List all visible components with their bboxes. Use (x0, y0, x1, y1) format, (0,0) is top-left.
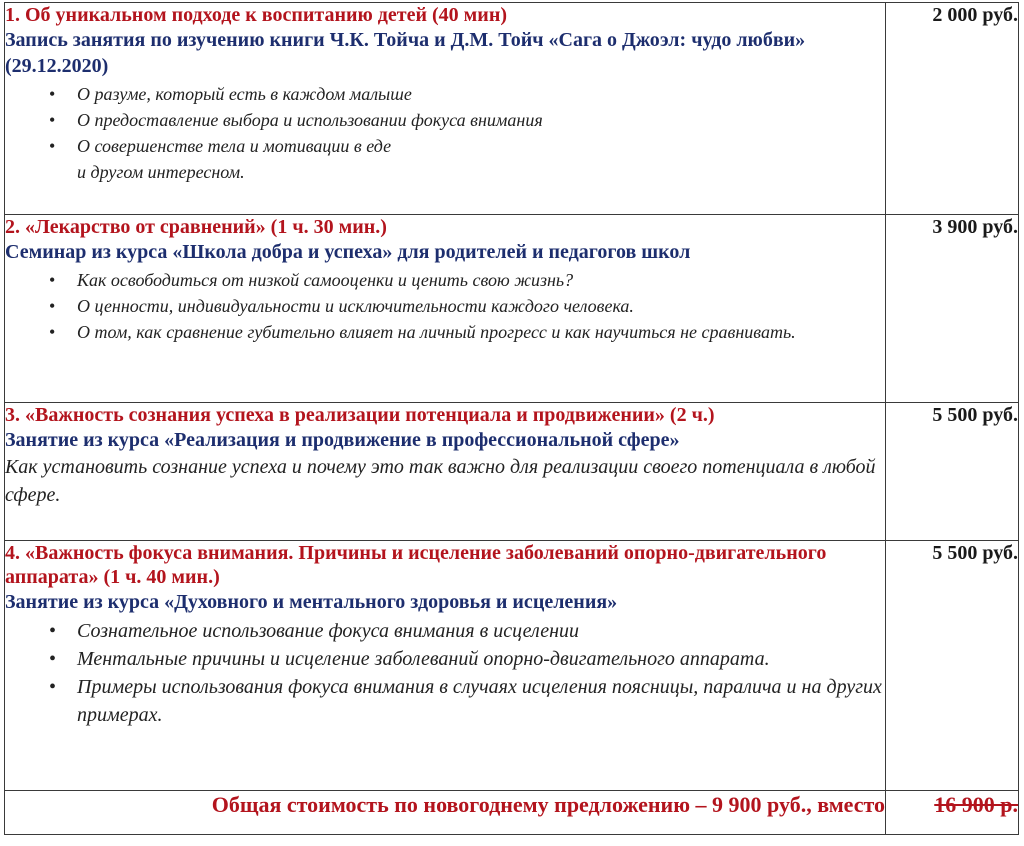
table-row (5, 403, 1019, 541)
item-text: Как установить сознание успеха и почему это так важно для реализации своего потенциала в любой сфере. (5, 456, 876, 506)
item-description (5, 541, 886, 791)
item-subtitle: Запись занятия по изучению книги Ч.К. Тойча и Д.М. Тойч «Сага о Джоэл: чудо любви» (29.12.2020) (5, 29, 806, 77)
list-item: • О совершенстве тела и мотивации в еде (5, 133, 885, 159)
item-price: 3 900 руб. (886, 215, 1019, 403)
item-subtitle: Занятие из курса «Реализация и продвижение в профессиональной сфере» (5, 429, 680, 451)
list-item: • О том, как сравнение губительно влияет на личный прогресс и как научиться не сравнивать. (5, 319, 885, 345)
item-title: 3. «Важность сознания успеха в реализации потенциала и продвижении» (2 ч.) (5, 404, 715, 426)
list-item: • О ценности, индивидуальности и исключительности каждого человека. (5, 293, 885, 319)
list-item-continuation: и другом интересном. (77, 162, 245, 182)
item-description (5, 3, 886, 215)
price-table (4, 2, 1019, 835)
table-row (5, 541, 1019, 791)
item-price: 5 500 руб. (886, 403, 1019, 541)
list-item: • Ментальные причины и исцеление заболеваний опорно-двигательного аппарата. (5, 645, 885, 673)
total-old-price-cell (886, 791, 1019, 835)
list-item: • Как освободиться от низкой самооценки и ценить свою жизнь? (5, 267, 885, 293)
total-label: Общая стоимость по новогоднему предложению – 9 900 руб., вместо (5, 791, 886, 835)
total-row (5, 791, 1019, 835)
bullet-list (5, 267, 885, 345)
item-title: 4. «Важность фокуса внимания. Причины и исцеление заболеваний опорно-двигательного аппарата» (1 ч. 40 мин.) (5, 542, 827, 588)
item-price: 2 000 руб. (886, 3, 1019, 215)
list-item: • Примеры использования фокуса внимания в случаях исцеления поясницы, паралича и на других примерах. (5, 673, 885, 729)
item-subtitle: Занятие из курса «Духовного и ментального здоровья и исцеления» (5, 591, 618, 613)
item-title: 1. Об уникальном подходе к воспитанию детей (40 мин) (5, 4, 508, 26)
bullet-list (5, 81, 885, 185)
item-subtitle: Семинар из курса «Школа добра и успеха» для родителей и педагогов школ (5, 241, 691, 263)
item-description (5, 215, 886, 403)
list-item: • О разуме, который есть в каждом малыше (5, 81, 885, 107)
item-description (5, 403, 886, 541)
table-row (5, 215, 1019, 403)
table-row (5, 3, 1019, 215)
old-price: 16 900 р. (934, 792, 1018, 817)
item-price: 5 500 руб. (886, 541, 1019, 791)
bullet-list (5, 617, 885, 729)
list-item: • О предоставление выбора и использовании фокуса внимания (5, 107, 885, 133)
item-title: 2. «Лекарство от сравнений» (1 ч. 30 мин.) (5, 216, 387, 238)
list-item: • Сознательное использование фокуса внимания в исцелении (5, 617, 885, 645)
